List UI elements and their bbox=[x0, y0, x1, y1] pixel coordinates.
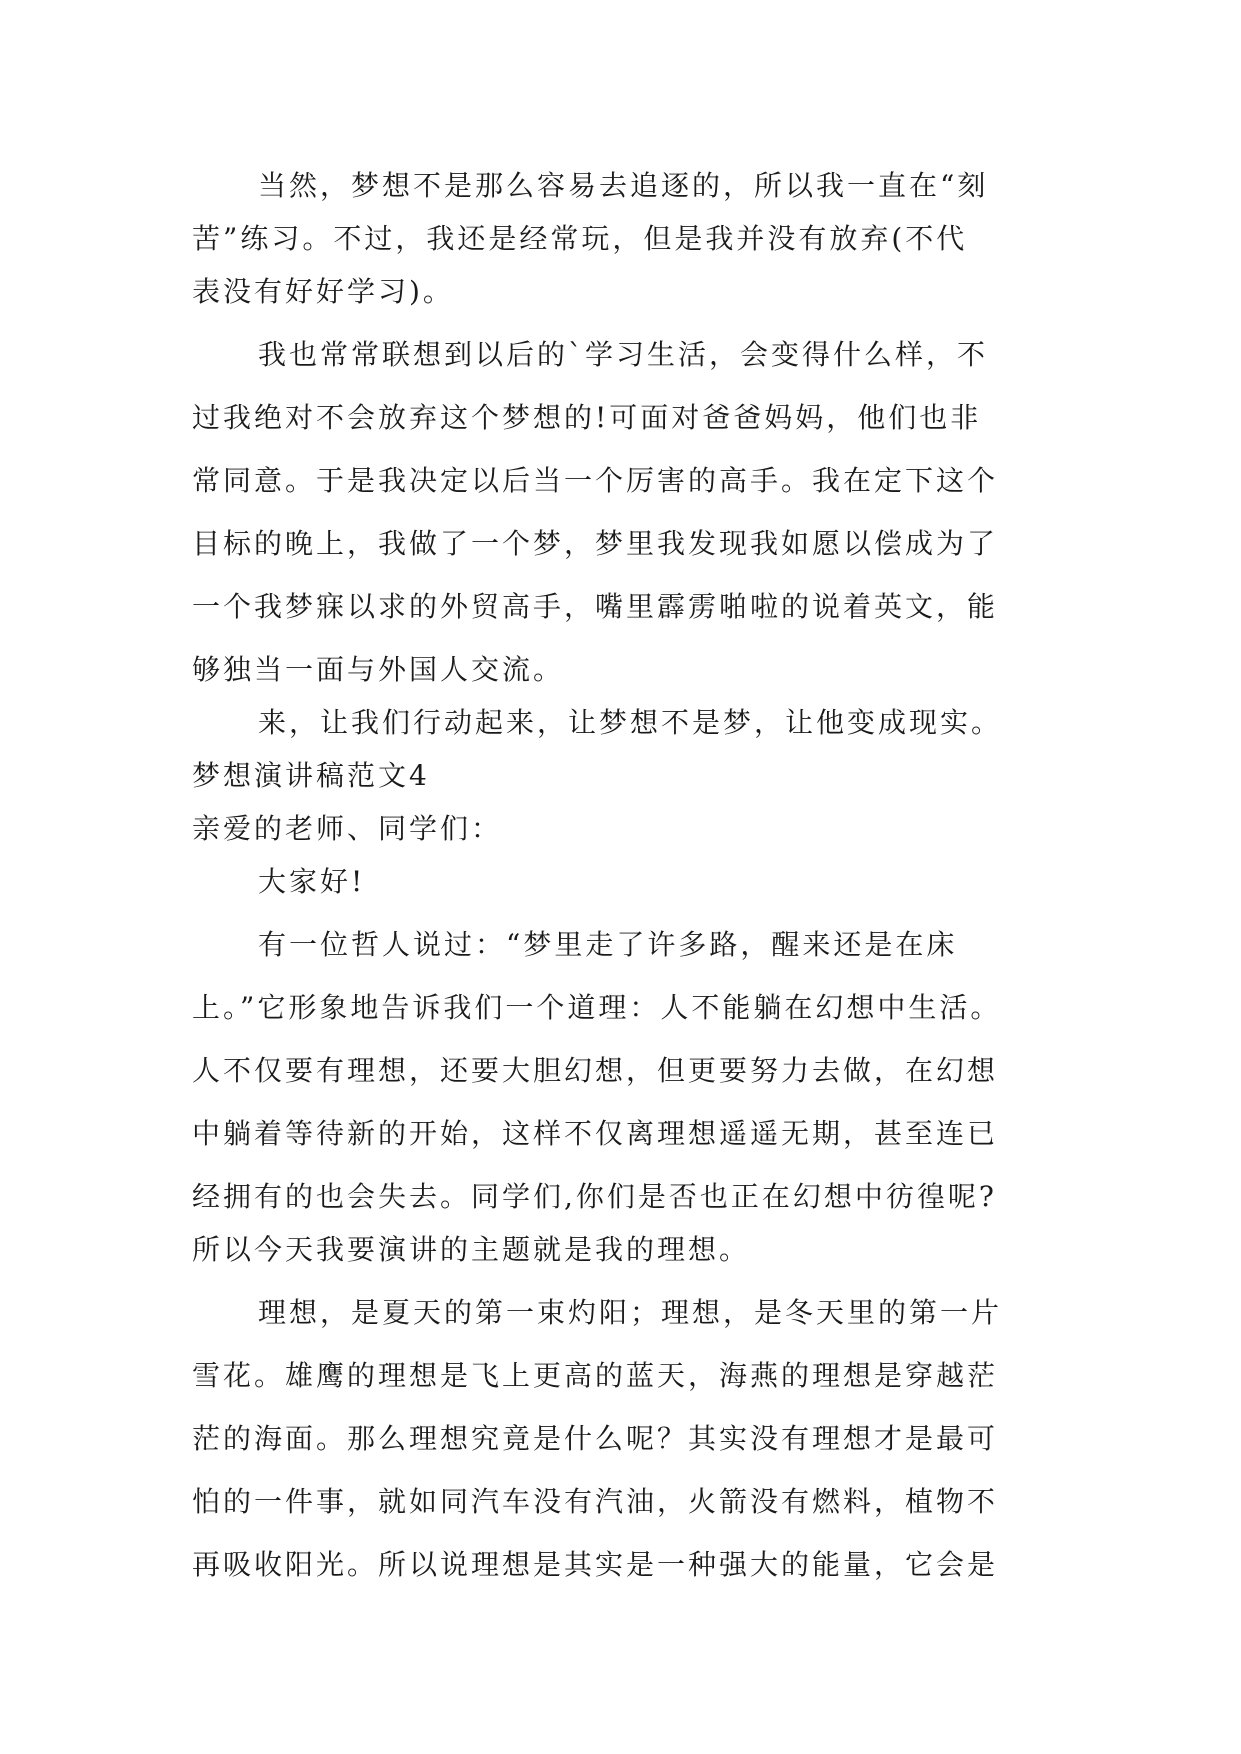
paragraph-4-line-3: 人不仅要有理想，还要大胆幻想，但更要努力去做，在幻想 bbox=[192, 1054, 999, 1087]
paragraph-2-line-6: 够独当一面与外国人交流。 bbox=[192, 653, 565, 686]
document-body bbox=[192, 159, 1060, 1591]
paragraph-2-line-3: 常同意。于是我决定以后当一个厉害的高手。我在定下这个 bbox=[192, 464, 999, 497]
paragraph-4-line-5: 经拥有的也会失去。同学们,你们是否也正在幻想中彷徨呢? bbox=[192, 1180, 997, 1213]
paragraph-1-line-1: 当然，梦想不是那么容易去追逐的，所以我一直在“刻 bbox=[258, 169, 989, 202]
paragraph-2-line-5: 一个我梦寐以求的外贸高手，嘴里霹雳啪啦的说着英文，能 bbox=[192, 590, 999, 623]
paragraph-2-line-2: 过我绝对不会放弃这个梦想的!可面对爸爸妈妈，他们也非 bbox=[192, 401, 982, 434]
section-heading: 梦想演讲稿范文4 bbox=[192, 759, 430, 792]
salutation: 亲爱的老师、同学们： bbox=[192, 812, 503, 845]
paragraph-4-line-4: 中躺着等待新的开始，这样不仅离理想遥遥无期，甚至连已 bbox=[192, 1117, 999, 1150]
paragraph-5-line-2: 雪花。雄鹰的理想是飞上更高的蓝天，海燕的理想是穿越茫 bbox=[192, 1359, 999, 1392]
paragraph-5-line-3: 茫的海面。那么理想究竟是什么呢？其实没有理想才是最可 bbox=[192, 1422, 999, 1455]
paragraph-5-line-1: 理想，是夏天的第一束灼阳；理想，是冬天里的第一片 bbox=[258, 1296, 1003, 1329]
paragraph-1-line-2: 苦”练习。不过，我还是经常玩，但是我并没有放弃(不代 bbox=[192, 222, 968, 255]
paragraph-2-line-4: 目标的晚上，我做了一个梦，梦里我发现我如愿以偿成为了 bbox=[192, 527, 999, 560]
paragraph-3-line-1: 来，让我们行动起来，让梦想不是梦，让他变成现实。 bbox=[258, 706, 1003, 739]
paragraph-5-line-4: 怕的一件事，就如同汽车没有汽油，火箭没有燃料，植物不 bbox=[192, 1485, 999, 1518]
paragraph-1-line-3: 表没有好好学习)。 bbox=[192, 275, 454, 308]
paragraph-5-line-5: 再吸收阳光。所以说理想是其实是一种强大的能量，它会是 bbox=[192, 1548, 999, 1581]
greeting: 大家好! bbox=[258, 865, 366, 898]
paragraph-2-line-1: 我也常常联想到以后的`学习生活，会变得什么样，不 bbox=[258, 338, 989, 371]
paragraph-4-line-6: 所以今天我要演讲的主题就是我的理想。 bbox=[192, 1233, 751, 1266]
paragraph-4-line-2: 上。”它形象地告诉我们一个道理：人不能躺在幻想中生活。 bbox=[192, 991, 1002, 1024]
paragraph-4-line-1: 有一位哲人说过：“梦里走了许多路，醒来还是在床 bbox=[258, 928, 958, 961]
